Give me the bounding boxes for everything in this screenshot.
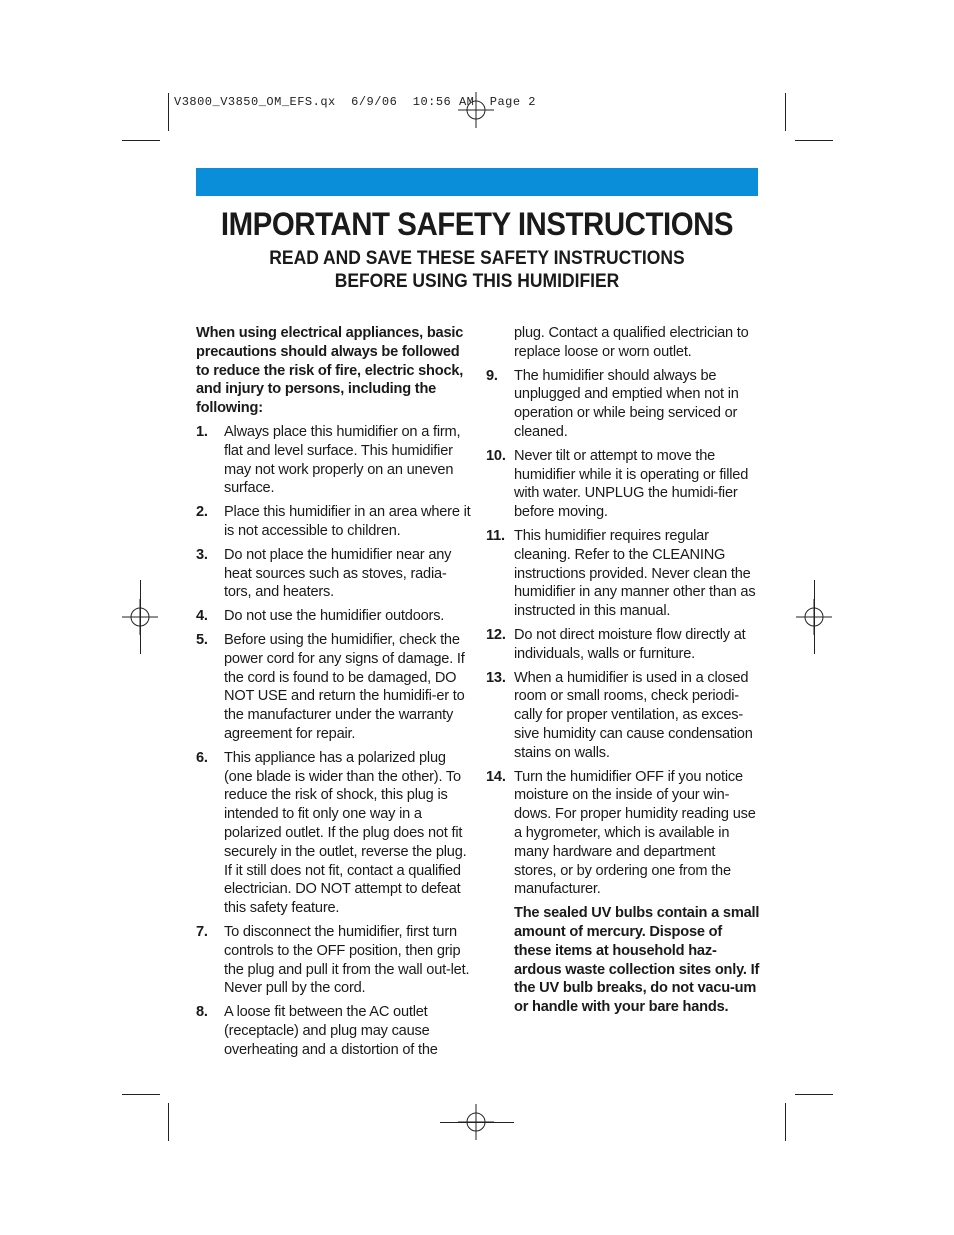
item-number: 9. [486,367,498,384]
left-column [196,324,471,1064]
item-number: 5. [196,631,208,648]
crop-mark-bottom-left-horizontal [122,1094,160,1095]
list-item [196,423,471,498]
item-text: A loose fit between the AC outlet (receptacle) and plug may cause overheating and a distortion of the [224,1004,438,1058]
crop-mark-top-right-horizontal [795,140,833,141]
list-item [486,447,761,522]
item-number: 14. [486,768,506,785]
crop-mark-top-right-vertical [785,93,786,131]
item-text: Always place this humidifier on a firm, flat and level surface. This humidifier may not work properly on an uneven surface. [224,423,461,497]
list-item [486,626,761,664]
registration-mark-top-icon [458,92,494,128]
item-text: Do not place the humidifier near any heat sources such as stoves, radia-tors, and heaters. [224,546,452,601]
header-banner [196,168,758,196]
list-item [196,749,471,918]
item-text: Never tilt or attempt to move the humidifier while it is operating or filled with water. UNPLUG the humidi-fier before moving. [514,447,749,521]
subtitle-line-1: READ AND SAVE THESE SAFETY INSTRUCTIONS [269,248,685,269]
item-number: 10. [486,447,506,464]
item-text: Before using the humidifier, check the power cord for any signs of damage. If the cord is found to be damaged, DO NOT USE and return the humidifi-er to the manufacturer under the warranty agreement for repair. [224,631,465,742]
item-number: 11. [486,527,505,544]
item-8-continuation: plug. Contact a qualified electrician to replace loose or worn outlet. [514,325,749,360]
item-number: 7. [196,923,208,940]
right-column [486,324,761,1017]
item-number: 4. [196,608,208,625]
item-text: To disconnect the humidifier, first turn controls to the OFF position, then grip the plug and pull it from the wall out-let. Never pull by the cord. [224,923,470,997]
list-item [486,367,761,442]
list-item [486,527,761,621]
item-text: This humidifier requires regular cleaning. Refer to the CLEANING instructions provided. Never clean the humidifier in any manner other than as instructed in this manual. [514,527,756,620]
item-number: 1. [196,423,208,440]
list-item [196,503,471,541]
crop-mark-bottom-left-vertical [168,1103,169,1141]
printer-slug: V3800_V3850_OM_EFS.qx 6/9/06 10:56 AM Page 2 [174,95,536,109]
item-number: 13. [486,669,506,686]
crop-mark-top-left-horizontal [122,140,160,141]
crop-mark-bottom-right-vertical [785,1103,786,1141]
subtitle-line-2: BEFORE USING THIS HUMIDIFIER [334,271,620,292]
list-item [486,768,761,900]
item-text: Do not direct moisture flow directly at individuals, walls or furniture. [514,626,746,662]
item-number: 3. [196,546,208,563]
list-item [196,546,471,602]
list-item [196,1003,471,1059]
list-item [486,669,761,763]
item-number: 8. [196,1004,208,1021]
registration-line-right [814,580,815,654]
item-text: Do not use the humidifier outdoors. [224,608,445,625]
item-text: When a humidifier is used in a closed room or small rooms, check periodi-cally for proper ventilation, as exces-sive humidity can cause condensation stains on walls. [514,669,753,761]
page-title: IMPORTANT SAFETY INSTRUCTIONS [220,206,734,242]
item-text: Turn the humidifier OFF if you notice moisture on the inside of your win-dows. For proper humidity reading use a hygrometer, which is available in many hardware and department stores, or by ordering one from the manufacturer. [514,768,756,898]
item-number: 6. [196,749,208,766]
page-subtitle [218,247,735,293]
registration-line-bottom [440,1122,514,1123]
mercury-warning: The sealed UV bulbs contain a small amount of mercury. Dispose of these items at household haz-ardous waste collection sites only. If the UV bulb breaks, do not vacu-um or handle with your bare hands. [514,905,760,1016]
intro-paragraph: When using electrical appliances, basic precautions should always be followed to reduce the risk of fire, electric shock, and injury to persons, including the following: [196,325,464,417]
list-item [196,607,471,626]
crop-mark-bottom-right-horizontal [795,1094,833,1095]
item-text: This appliance has a polarized plug (one blade is wider than the other). To reduce the risk of shock, this plug is intended to fit only one way in a polarized outlet. If the plug does not fit securely in the outlet, reverse the plug. If it still does not fit, contact a qualified electrician. DO NOT attempt to defeat this safety feature. [224,749,467,917]
registration-line-left [140,580,141,654]
item-text: Place this humidifier in an area where it is not accessible to children. [224,504,471,539]
crop-mark-top-left-vertical [168,93,169,131]
item-number: 2. [196,504,208,521]
item-text: The humidifier should always be unplugged and emptied when not in operation or while being serviced or cleaned. [514,367,739,440]
list-item [196,923,471,998]
item-number: 12. [486,626,506,643]
list-item [196,631,471,744]
